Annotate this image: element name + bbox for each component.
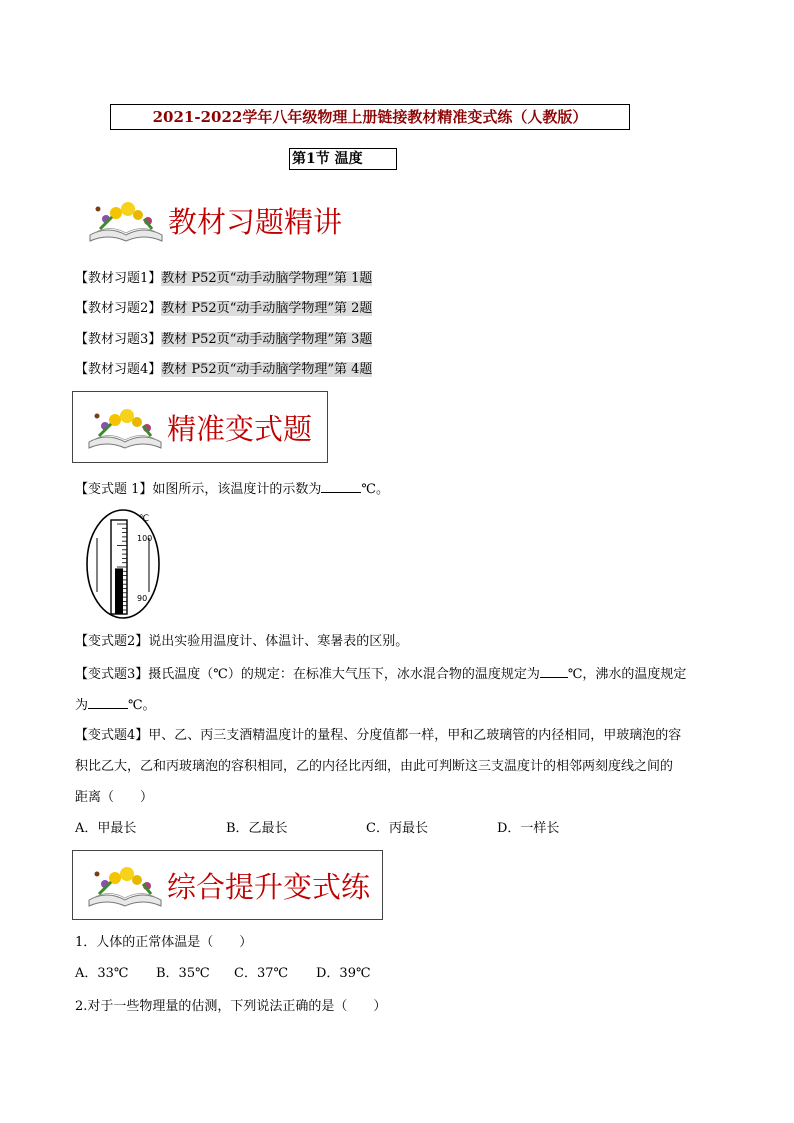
banner-comprehensive-label: 综合提升变式练 xyxy=(167,869,371,904)
variant-question-4-line3: 距离（ ） xyxy=(75,790,154,805)
textbook-item-text: 教材 P52页“动手动脑学物理”第 4题 xyxy=(161,362,373,377)
question-text: ℃，沸水的温度规定 xyxy=(567,667,687,682)
textbook-item xyxy=(75,332,372,348)
banner-variant-label: 精准变式题 xyxy=(167,411,313,446)
banner-textbook-label: 教材习题精讲 xyxy=(168,204,343,239)
question-tag: 【变式题2】 xyxy=(75,634,149,649)
variant-question-1 xyxy=(75,480,389,498)
option-d[interactable]: D．一样长 xyxy=(497,821,560,836)
question-tag: 【变式题3】 xyxy=(75,667,149,682)
section-title: 第1节 温度 xyxy=(289,148,397,170)
question-text: 为 xyxy=(75,698,89,713)
q1-option-b[interactable]: B．35℃ xyxy=(156,966,210,981)
variant-question-4-line2: 积比乙大，乙和丙玻璃泡的容积相同，乙的内径比丙细，由此可判断这三支温度计的相邻两刻度线之间的 xyxy=(75,759,674,774)
thermometer-figure xyxy=(85,508,165,620)
book-flower-icon xyxy=(85,402,165,452)
textbook-item-text: 教材 P52页“动手动脑学物理”第 1题 xyxy=(161,271,373,286)
unit-text: ℃。 xyxy=(361,482,389,497)
question-1-stem: 1．人体的正常体温是（ ） xyxy=(75,935,253,950)
textbook-item xyxy=(75,301,372,317)
question-text: 如图所示，该温度计的示数为 xyxy=(152,482,322,497)
thermometer-tick-label-bottom: 90 xyxy=(137,594,148,603)
banner-comprehensive xyxy=(72,850,383,920)
question-text: 说出实验用温度计、体温计、寒暑表的区别。 xyxy=(148,634,409,649)
variant-question-4 xyxy=(75,728,681,744)
answer-blank[interactable] xyxy=(88,696,128,709)
q1-option-d[interactable]: D．39℃ xyxy=(316,966,371,981)
question-tag: 【变式题 1】 xyxy=(75,482,153,497)
textbook-item-tag: 【教材习题2】 xyxy=(75,301,162,316)
variant-question-3 xyxy=(75,665,686,683)
option-b[interactable]: B．乙最长 xyxy=(226,821,288,836)
question-text: ℃。 xyxy=(128,698,156,713)
banner-variant xyxy=(72,391,328,463)
option-c[interactable]: C．丙最长 xyxy=(366,821,428,836)
answer-blank[interactable] xyxy=(321,480,361,493)
textbook-item-tag: 【教材习题4】 xyxy=(75,362,162,377)
textbook-item-tag: 【教材习题1】 xyxy=(75,271,162,286)
question-2-stem: 2.对于一些物理量的估测，下列说法正确的是（ ） xyxy=(75,999,387,1014)
thermometer-unit-label: ℃ xyxy=(139,514,150,524)
book-flower-icon xyxy=(85,860,165,910)
q1-option-c[interactable]: C．37℃ xyxy=(234,966,289,981)
book-flower-icon xyxy=(86,195,166,245)
q1-option-a[interactable]: A．33℃ xyxy=(75,966,129,981)
option-a[interactable]: A．甲最长 xyxy=(75,821,137,836)
question-tag: 【变式题4】 xyxy=(75,728,149,743)
answer-blank[interactable] xyxy=(540,665,568,678)
textbook-item-text: 教材 P52页“动手动脑学物理”第 3题 xyxy=(161,332,373,347)
variant-question-2 xyxy=(75,634,408,650)
textbook-item-text: 教材 P52页“动手动脑学物理”第 2题 xyxy=(161,301,373,316)
textbook-item-tag: 【教材习题3】 xyxy=(75,332,162,347)
thermometer-tick-label-top: 100 xyxy=(137,534,153,543)
textbook-item xyxy=(75,362,372,378)
banner-textbook xyxy=(86,193,342,247)
variant-question-3-cont xyxy=(75,696,156,714)
thermometer-liquid xyxy=(115,568,123,614)
question-text: 甲、乙、丙三支酒精温度计的量程、分度值都一样，甲和乙玻璃管的内径相同，甲玻璃泡的容 xyxy=(148,728,682,743)
question-text: 摄氏温度（℃）的规定：在标准大气压下，冰水混合物的温度规定为 xyxy=(148,667,540,682)
textbook-item xyxy=(75,271,372,287)
document-title: 2021-2022学年八年级物理上册链接教材精准变式练（人教版） xyxy=(110,104,630,130)
